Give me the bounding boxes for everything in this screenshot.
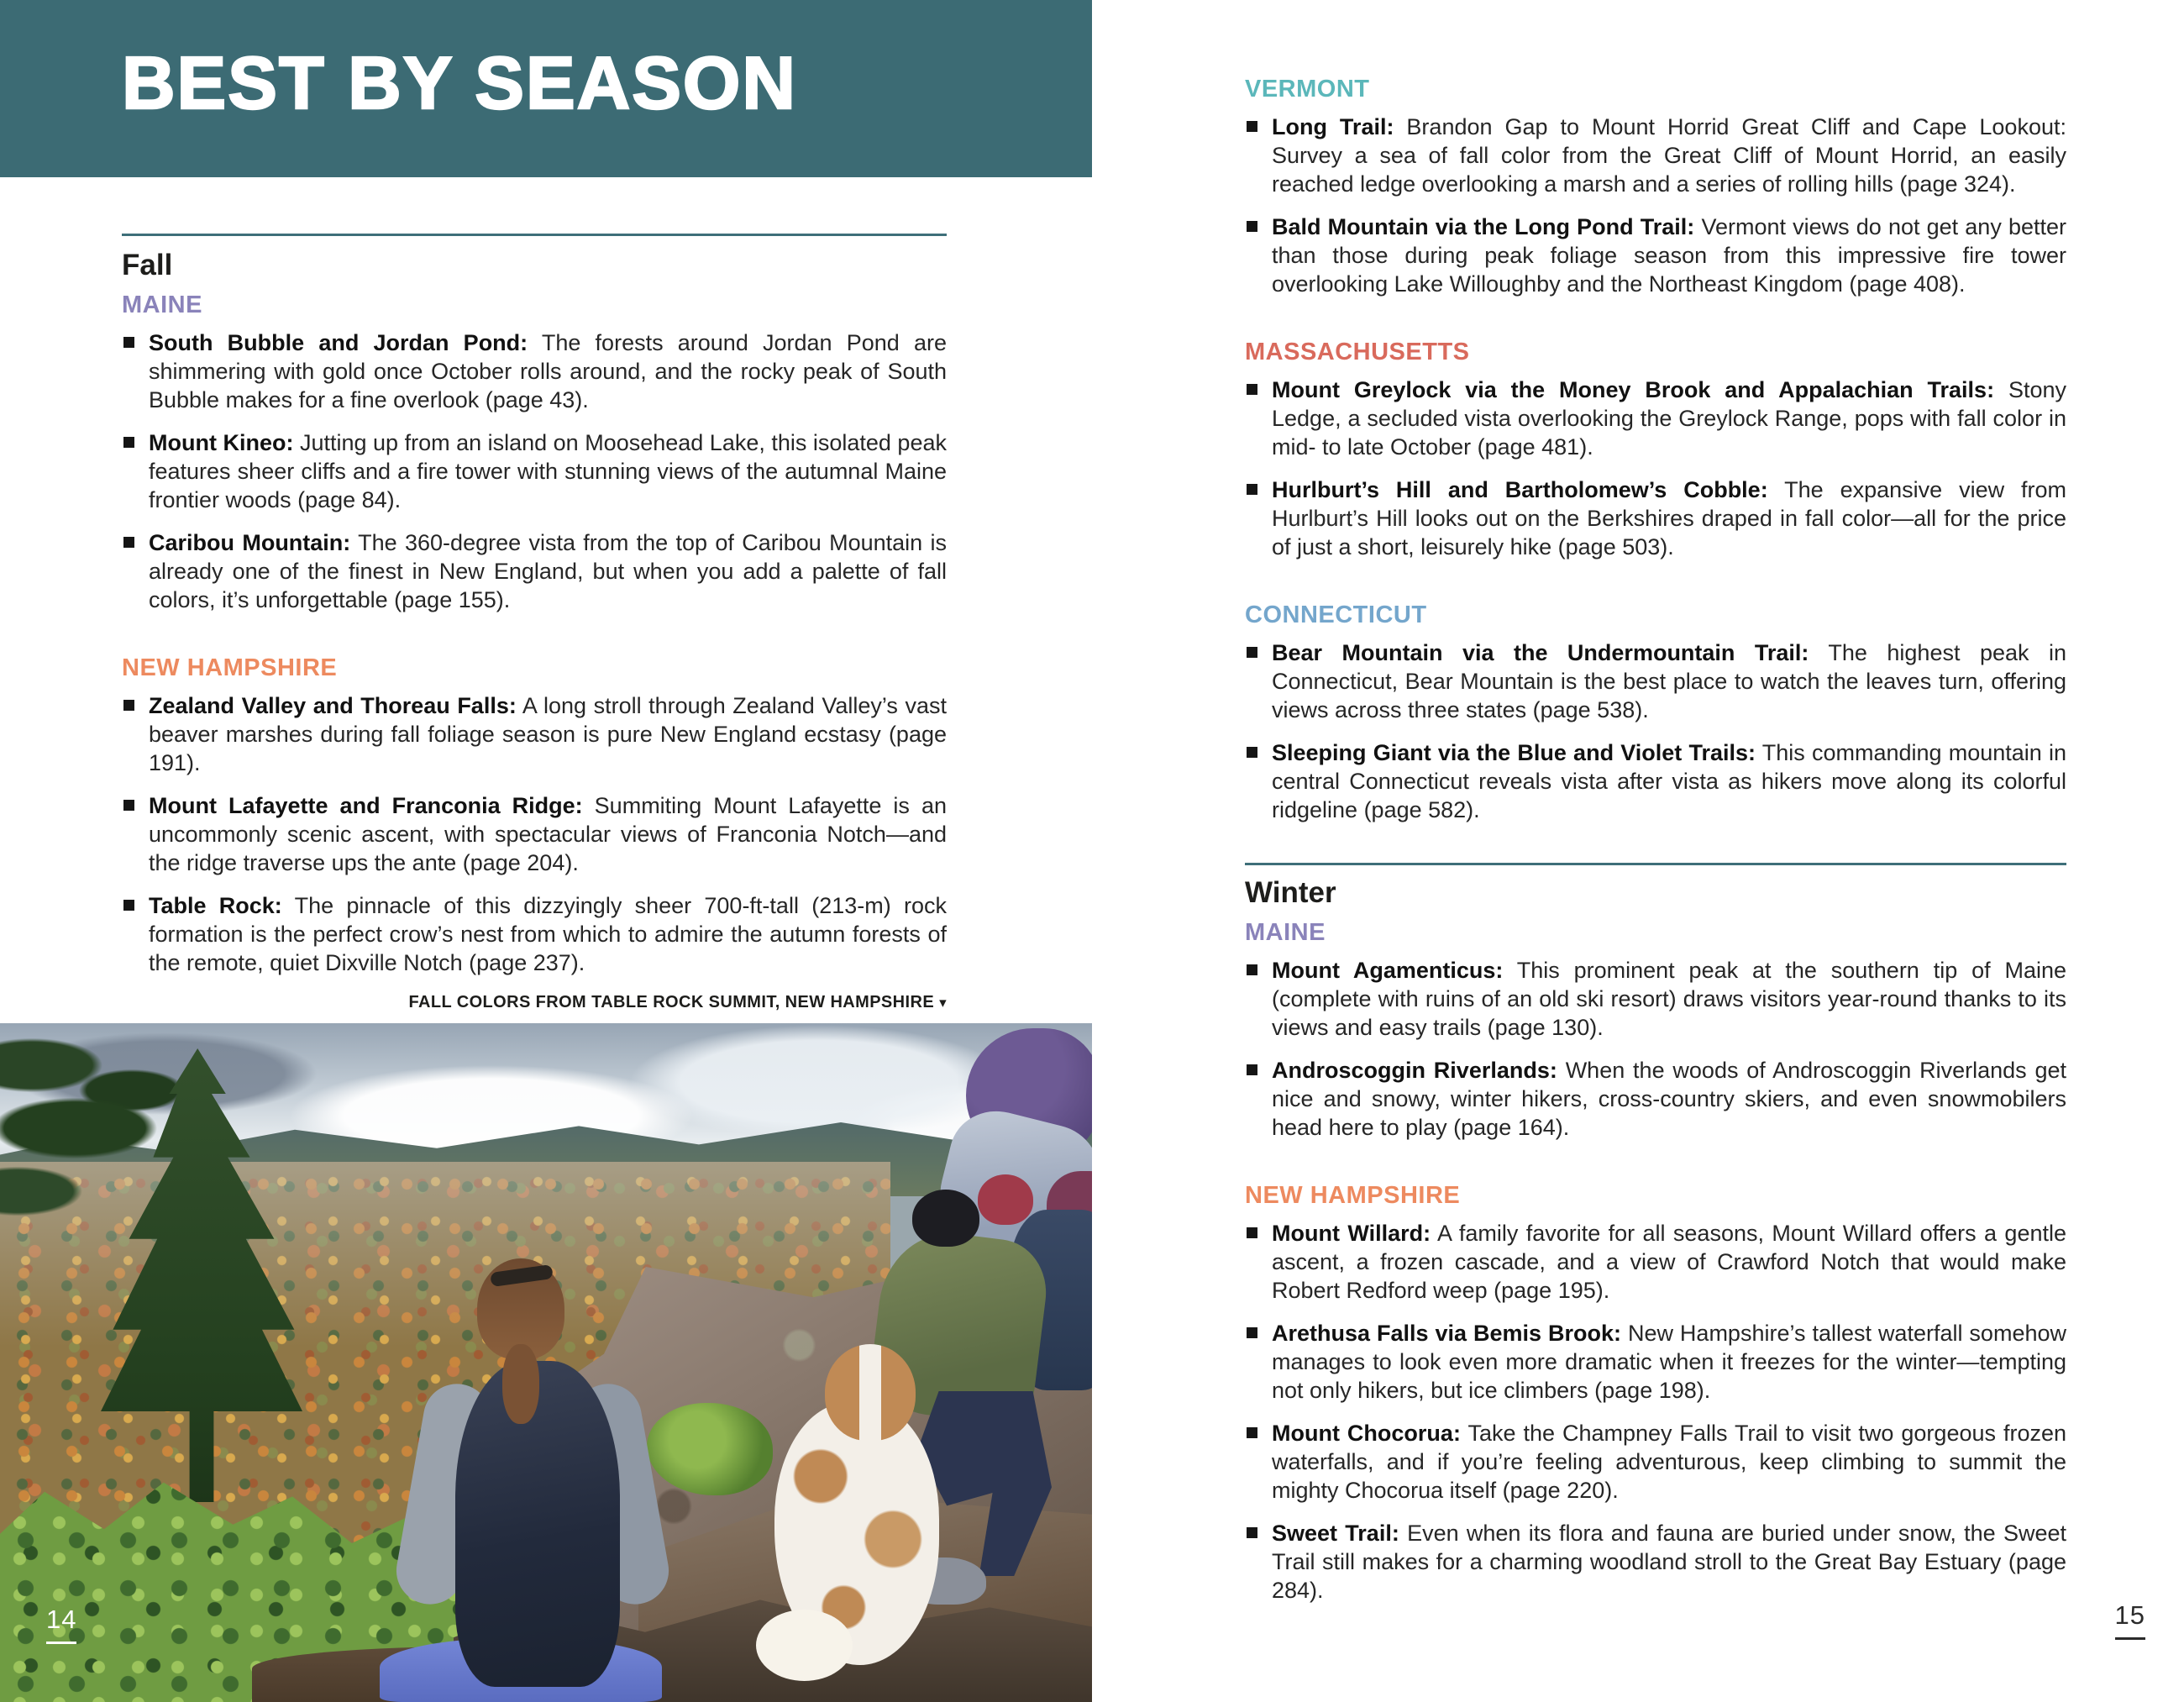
photo-dog-head [825,1344,916,1441]
trail-description: A family favorite for all seasons, Mount Willard offers a gentle ascent, a frozen cascade, and a view of Crawford Notch that would make Robert Redford weep (page 195). [1272,1221,2066,1303]
bullet-icon [1247,384,1257,395]
list-item [1245,638,2066,724]
bullet-icon [123,700,134,711]
state-heading-maine-winter: MAINE [1245,919,1326,946]
trail-name: Mount Kineo: [149,430,294,455]
trail-description: This commanding mountain in central Connecticut reveals vista after vista as hikers move along its colorful ridgeline (page 582). [1272,740,2066,822]
trail-description: The pinnacle of this dizzyingly sheer 700-ft-tall (213-m) rock formation is the perfect crow’s nest from which to admire the autumn forests of the remote, quiet Dixville Notch (page 237). [149,893,947,975]
section-divider [122,234,947,236]
bullet-icon [1247,1527,1257,1538]
list-item [1245,113,2066,198]
trail-description: The expansive view from Hurlburt’s Hill looks out on the Berkshires draped in fall color—all for the price of just a short, leisurely hike (page 503). [1272,477,2067,559]
trail-list-new-hampshire-fall [122,691,947,977]
state-heading-vermont: VERMONT [1245,76,1370,102]
trail-description: Brandon Gap to Mount Horrid Great Cliff and Cape Lookout: Survey a sea of fall color from the Great Cliff of Mount Horrid, an easily reached ledge overlooking a marsh and a series of rolling hills (page 324). [1272,114,2066,197]
bullet-icon [1247,1327,1257,1338]
photo-caption-text: FALL COLORS FROM TABLE ROCK SUMMIT, NEW HAMPSHIRE [408,993,935,1011]
list-item [122,528,947,614]
bullet-icon [1247,221,1257,232]
trail-description: Summiting Mount Lafayette is an uncommonly scenic ascent, with spectacular views of Franconia Notch—and the ridge traverse ups the ante (page 204). [149,793,947,875]
section-divider [1245,863,2066,865]
trail-name: Mount Greylock via the Money Brook and Appalachian Trails: [1272,377,1995,402]
season-heading-fall: Fall [122,249,173,281]
trail-name: Mount Lafayette and Franconia Ridge: [149,793,583,818]
trail-description: The highest peak in Connecticut, Bear Mountain is the best place to watch the leaves turn, offering views across three states (page 538). [1272,640,2066,722]
trail-description: New Hampshire’s tallest waterfall somehow manages to look even more dramatic when it freezes for the winter—tempting not only hikers, but ice climbers (page 198). [1272,1321,2066,1403]
left-column [122,234,947,991]
trail-description: A long stroll through Zealand Valley’s vast beaver marshes during fall foliage season is pure New England ecstasy (page 191). [149,693,947,775]
trail-name: Hurlburt’s Hill and Bartholomew’s Cobble: [1272,477,1768,502]
list-item [122,428,947,514]
trail-name: Androscoggin Riverlands: [1272,1058,1557,1083]
bullet-icon [123,900,134,911]
trail-list-vermont [1245,113,2066,298]
photo-caption [0,993,947,1012]
trail-name: Sleeping Giant via the Blue and Violet Trails: [1272,740,1756,765]
trail-list-maine-fall [122,328,947,614]
trail-description: Jutting up from an island on Moosehead Lake, this isolated peak features sheer cliffs and a fire tower with stunning views of the autumnal Maine frontier woods (page 84). [149,430,947,512]
trail-description: When the woods of Androscoggin Riverlands get nice and snowy, winter hikers, cross-country skiers, and even snowmobilers head here to play (page 164). [1272,1058,2066,1140]
trail-name: Zealand Valley and Thoreau Falls: [149,693,517,718]
state-heading-massachusetts: MASSACHUSETTS [1245,339,1470,365]
season-heading-winter: Winter [1245,876,1336,909]
trail-list-massachusetts [1245,376,2066,561]
trail-description: Even when its flora and fauna are buried under snow, the Sweet Trail still makes for a charming woodland stroll to the Great Bay Estuary (page 284). [1272,1521,2066,1603]
page-number-left: 14 [46,1605,76,1644]
list-item [1245,376,2066,461]
list-item [1245,738,2066,824]
bullet-icon [1247,1064,1257,1075]
list-item [122,891,947,977]
trail-description: Take the Champney Falls Trail to visit two gorgeous frozen waterfalls, and if you’re feeling adventurous, keep climbing to summit the mighty Chocorua itself (page 220). [1272,1421,2067,1503]
trail-name: Sweet Trail: [1272,1521,1399,1546]
bullet-icon [1247,964,1257,975]
list-item [1245,1056,2066,1142]
list-item [1245,1519,2066,1605]
list-item [122,328,947,414]
list-item [122,791,947,877]
trail-description: Stony Ledge, a secluded vista overlooking the Greylock Range, pops with fall color in mid- to late October (page 481). [1272,377,2066,460]
trail-name: Mount Willard: [1272,1221,1431,1246]
photo-black-beanie [912,1190,979,1247]
bullet-icon [123,437,134,448]
trail-name: South Bubble and Jordan Pond: [149,330,528,355]
caption-arrow-icon: ▾ [939,995,947,1011]
list-item [1245,1419,2066,1505]
photo-hiker-navy-vest [455,1361,620,1687]
bullet-icon [1247,1227,1257,1238]
trail-description: The 360-degree vista from the top of Caribou Mountain is already one of the finest in New England, but when you add a palette of fall colors, it’s unforgettable (page 155). [149,530,948,612]
list-item [1245,1219,2066,1305]
trail-name: Mount Agamenticus: [1272,958,1504,983]
bullet-icon [123,800,134,811]
list-item [1245,956,2066,1042]
state-heading-new-hampshire-winter: NEW HAMPSHIRE [1245,1182,1461,1209]
trail-name: Arethusa Falls via Bemis Brook: [1272,1321,1621,1346]
chapter-banner [0,0,1092,177]
right-column [1245,74,2066,1619]
trail-name: Caribou Mountain: [149,530,351,555]
list-item [1245,213,2066,298]
trail-description: Vermont views do not get any better than those during peak foliage season from this impressive fire tower overlooking Lake Willoughby and the Northeast Kingdom (page 408). [1272,214,2067,297]
trail-name: Table Rock: [149,893,282,918]
trail-list-maine-winter [1245,956,2066,1142]
trail-list-new-hampshire-winter [1245,1219,2066,1605]
photo-red-beanie [978,1174,1033,1225]
trail-description: This prominent peak at the southern tip of Maine (complete with ruins of an old ski resort) draws visitors year-round thanks to its views and easy trails (page 130). [1272,958,2067,1040]
state-heading-connecticut: CONNECTICUT [1245,601,1427,628]
photo-dog-tail [756,1610,853,1681]
state-heading-maine-fall: MAINE [122,292,202,318]
page-title: BEST BY SEASON [122,41,797,124]
bullet-icon [1247,747,1257,758]
bullet-icon [123,537,134,548]
list-item [1245,475,2066,561]
photo-ponytail [502,1344,539,1424]
state-heading-new-hampshire-fall: NEW HAMPSHIRE [122,654,338,681]
trail-description: The forests around Jordan Pond are shimmering with gold once October rolls around, and the rocky peak of South Bubble makes for a fine overlook (page 43). [149,330,947,412]
list-item [1245,1319,2066,1405]
trail-name: Mount Chocorua: [1272,1421,1461,1446]
bullet-icon [1247,484,1257,495]
summit-photo [0,1023,1092,1702]
bullet-icon [123,337,134,348]
trail-name: Long Trail: [1272,114,1394,139]
trail-list-connecticut [1245,638,2066,824]
bullet-icon [1247,647,1257,658]
trail-name: Bear Mountain via the Undermountain Trail: [1272,640,1809,665]
bullet-icon [1247,1427,1257,1438]
trail-name: Bald Mountain via the Long Pond Trail: [1272,214,1695,239]
list-item [122,691,947,777]
page-number-right: 15 [2115,1600,2145,1640]
bullet-icon [1247,121,1257,132]
